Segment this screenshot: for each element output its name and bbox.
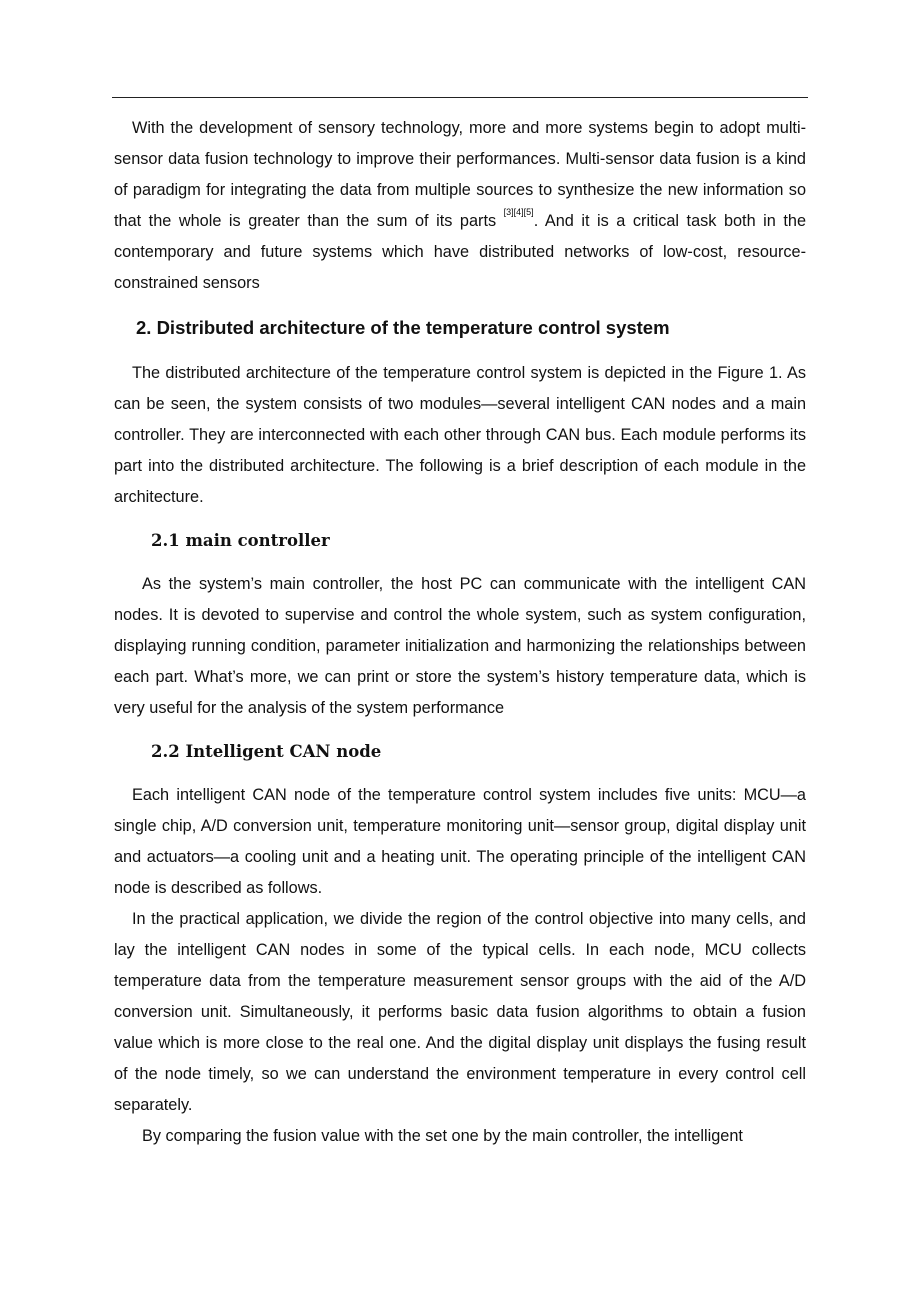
can-node-paragraph-2: In the practical application, we divide the region of the control objective into many cells, and lay the intelligent CAN nodes in some of the typical cells. In each node, MCU collects temperature data from the temperature measurement sensor groups with the aid of the A/D conversion unit. Simultaneously, it performs basic data fusion algorithms to obtain a fusion value which is more close to the real one. And the digital display unit displays the fusing result of the node timely, so we can understand the environment temperature in every control cell separately. [114,910,806,1114]
section-2-1-heading: 2.1 main controller [151,531,330,550]
section-2-2-heading: 2.2 Intelligent CAN node [151,742,382,761]
page-body [114,113,806,1152]
section-2-heading: 2. Distributed architecture of the temperature control system [136,317,670,338]
main-controller-paragraph: As the system’s main controller, the host PC can communicate with the intelligent CAN nodes. It is devoted to supervise and control the whole system, such as system configuration, displaying running condition, parameter initialization and harmonizing the relationships between each part. What’s more, we can print or store the system’s history temperature data, which is very useful for the analysis of the system performance [114,575,806,717]
header-rule [112,97,808,98]
citation-superscript: [3][4][5] [503,207,534,217]
intro-paragraph: With the development of sensory technology, more and more systems begin to adopt multi-sensor data fusion technology to improve their performances. Multi-sensor data fusion is a kind of paradigm for integrating the data from multiple sources to synthesize the new information so that the whole is greater than the sum of its parts [3][4][5]. And it is a critical task both in the contemporary and future systems which have distributed networks of low-cost, resource-constrained sensors [114,119,806,292]
section-2-paragraph: The distributed architecture of the temperature control system is depicted in the Figure 1. As can be seen, the system consists of two modules—several intelligent CAN nodes and a main controller. They are interconnected with each other through CAN bus. Each module performs its part into the distributed architecture. The following is a brief description of each module in the architecture. [114,364,806,506]
can-node-paragraph-1: Each intelligent CAN node of the temperature control system includes five units: MCU—a single chip, A/D conversion unit, temperature monitoring unit—sensor group, digital display unit and actuators—a cooling unit and a heating unit. The operating principle of the intelligent CAN node is described as follows. [114,786,806,897]
can-node-paragraph-3: By comparing the fusion value with the set one by the main controller, the intelligent [142,1127,743,1145]
